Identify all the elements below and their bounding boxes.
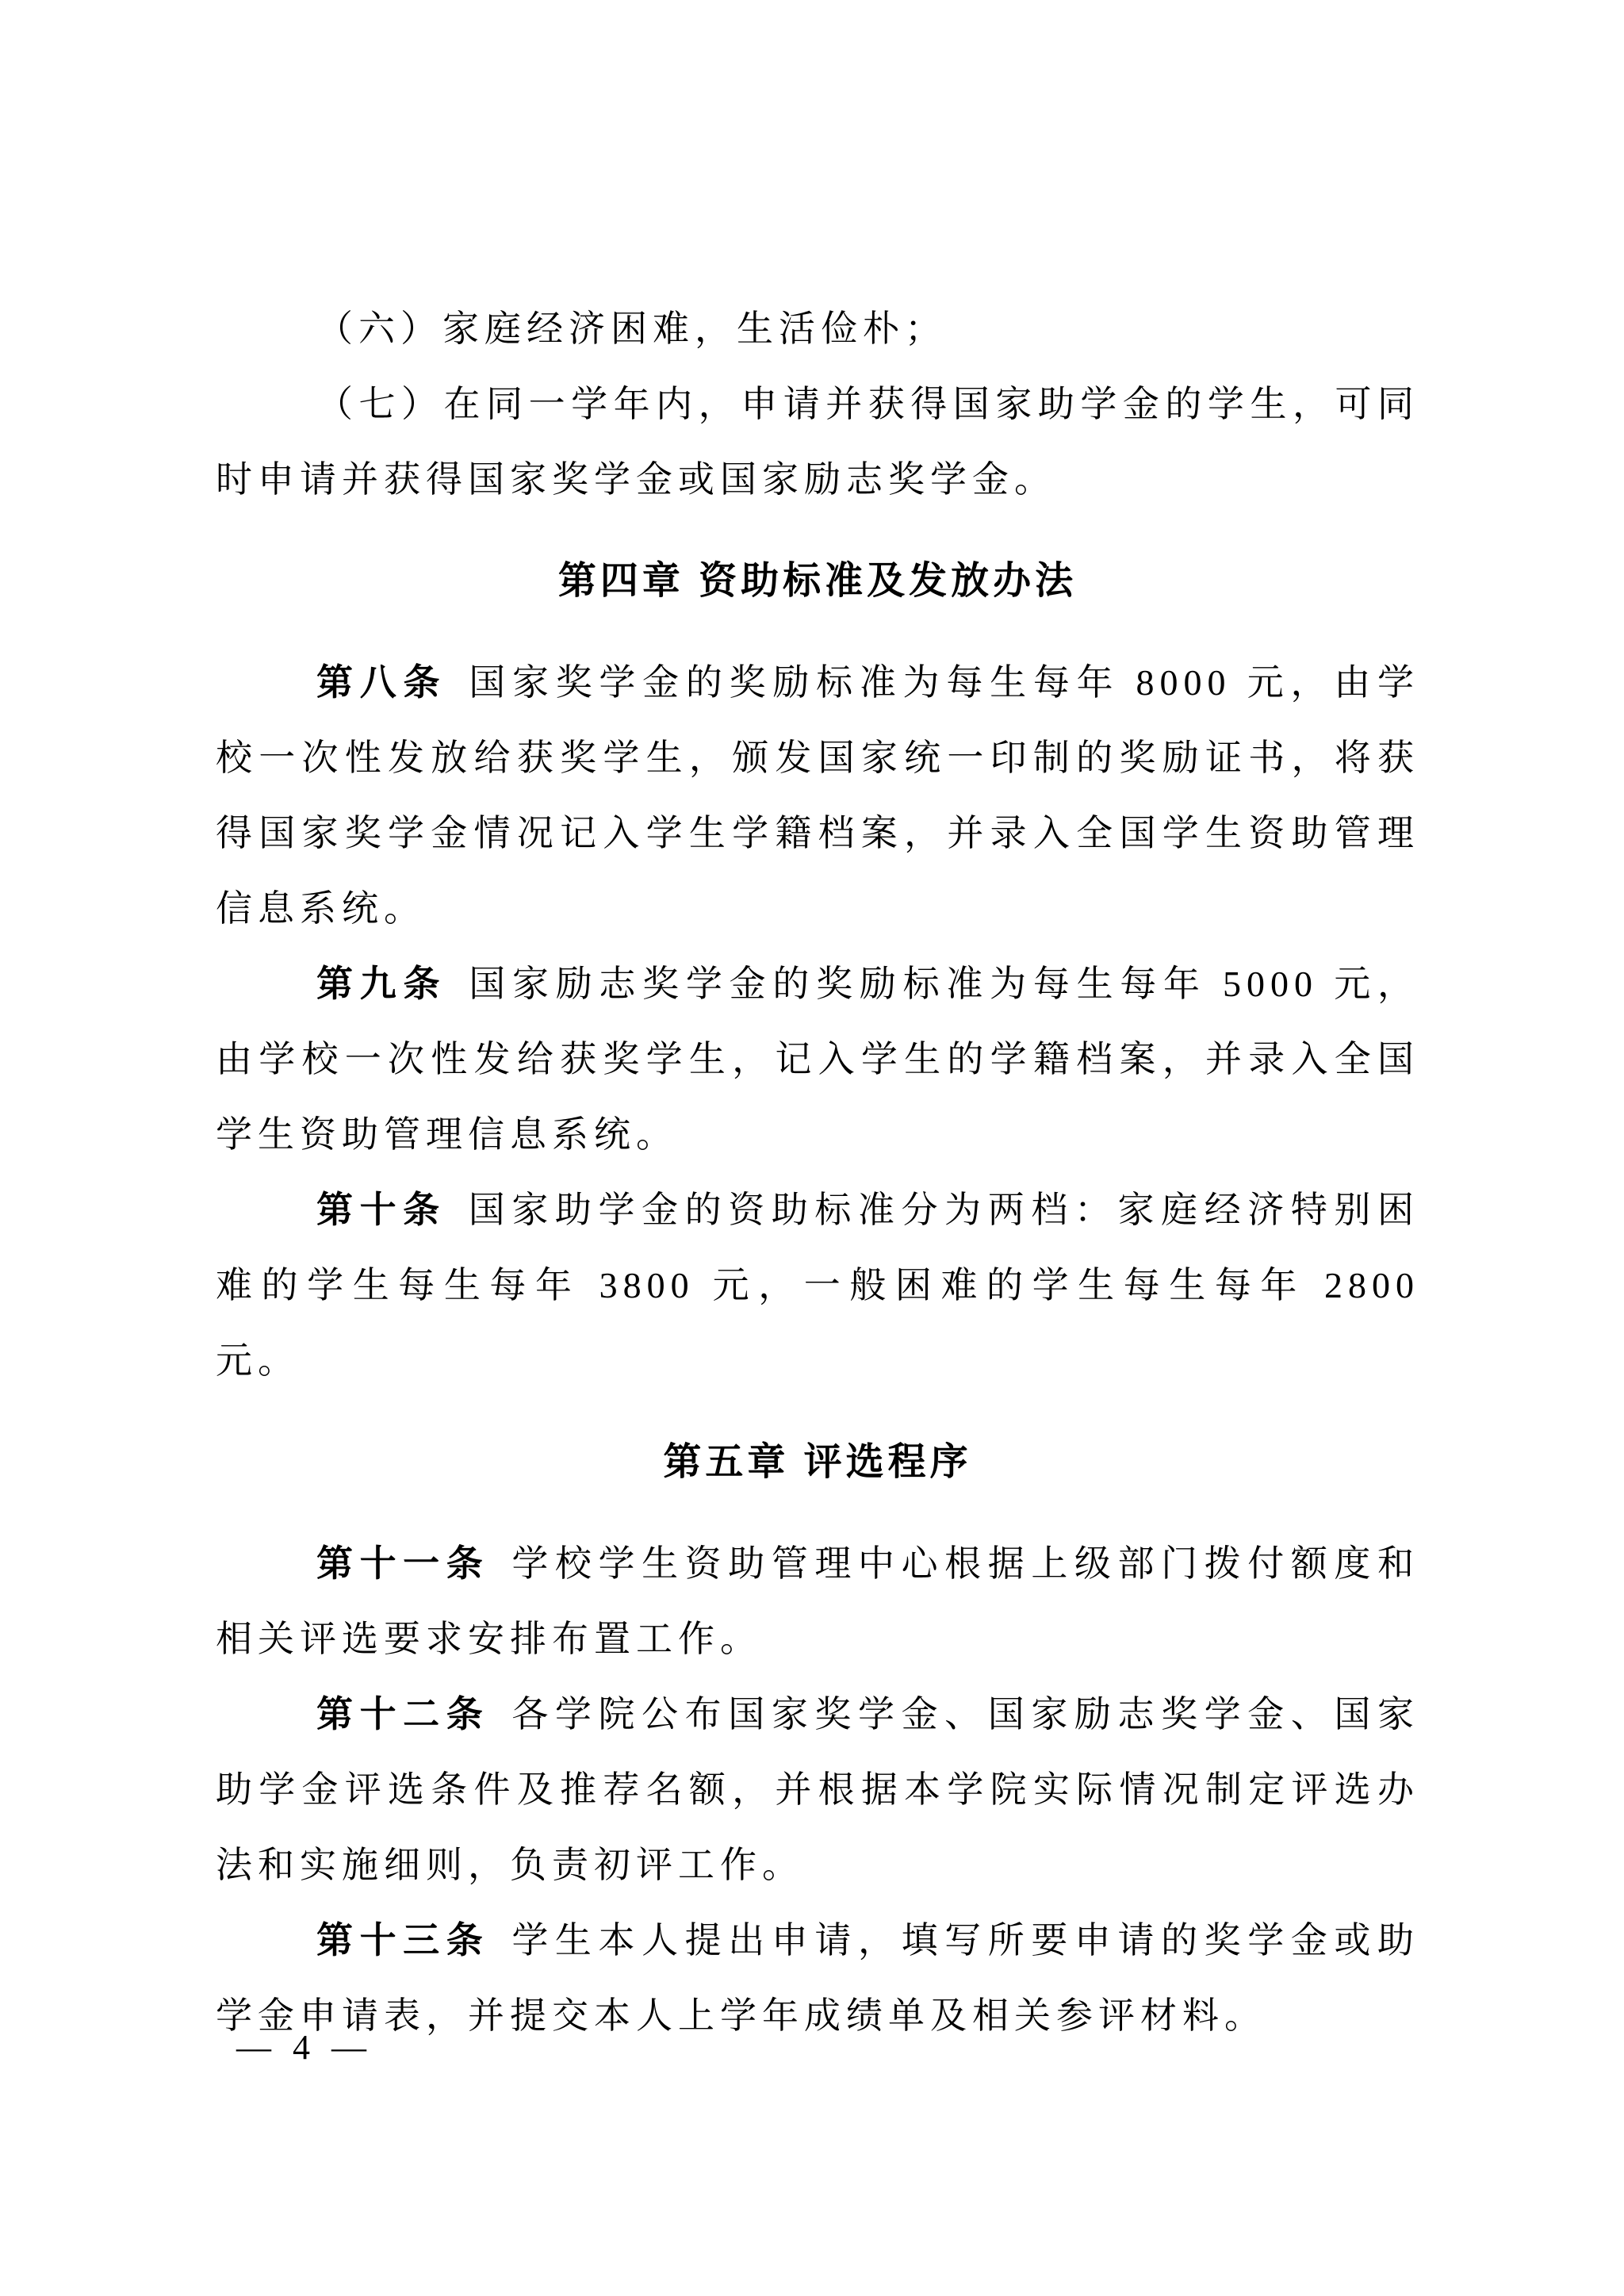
- article-13-paragraph: [216, 1903, 1419, 2053]
- list-item-7: （七）在同一学年内，申请并获得国家助学金的学生，可同时申请并获得国家奖学金或国家励志奖学金。: [216, 384, 1419, 500]
- article-10-text: 国家助学金的资助标准分为两档：家庭经济特别困难的学生每生每年 3800 元，一般困难的学生每生每年 2800 元。: [216, 1190, 1419, 1381]
- article-13-text: 学生本人提出申请，填写所要申请的奖学金或助学金申请表，并提交本人上学年成绩单及相关参评材料。: [216, 1920, 1420, 2036]
- document-body: [216, 291, 1419, 2053]
- article-12-label: 第十二条: [316, 1693, 490, 1734]
- article-12-text: 各学院公布国家奖学金、国家励志奖学金、国家助学金评选条件及推荐名额，并根据本学院实际情况制定评选办法和实施细则，负责初评工作。: [216, 1694, 1420, 1885]
- article-8-label: 第八条: [316, 661, 447, 703]
- article-8-text: 国家奖学金的奖励标准为每生每年 8000 元，由学校一次性发放给获奖学生，颁发国家统一印制的奖励证书，将获得国家奖学金情况记入学生学籍档案，并录入全国学生资助管理信息系统。: [216, 662, 1420, 929]
- article-13-label: 第十三条: [316, 1919, 490, 1961]
- article-11-text: 学校学生资助管理中心根据上级部门拨付额度和相关评选要求安排布置工作。: [216, 1543, 1420, 1659]
- article-8-paragraph: [216, 645, 1419, 946]
- chapter-5-heading: 第五章 评选程序: [663, 1441, 972, 1483]
- article-10-label: 第十条: [316, 1189, 446, 1230]
- article-11-paragraph: [216, 1526, 1419, 1677]
- article-10-paragraph: [216, 1172, 1419, 1398]
- article-11-label: 第十一条: [316, 1543, 490, 1584]
- list-item-6: （六）家庭经济困难，生活俭朴；: [316, 309, 947, 349]
- chapter-4-heading: 第四章 资助标准及发放办法: [557, 560, 1078, 602]
- article-9-paragraph: [216, 946, 1419, 1172]
- article-12-paragraph: [216, 1677, 1419, 1903]
- page-number: — 4 —: [236, 2028, 373, 2067]
- article-9-label: 第九条: [316, 963, 447, 1004]
- article-9-text: 国家励志奖学金的奖励标准为每生每年 5000 元，由学校一次性发给获奖学生，记入学生的学籍档案，并录入全国学生资助管理信息系统。: [216, 964, 1420, 1155]
